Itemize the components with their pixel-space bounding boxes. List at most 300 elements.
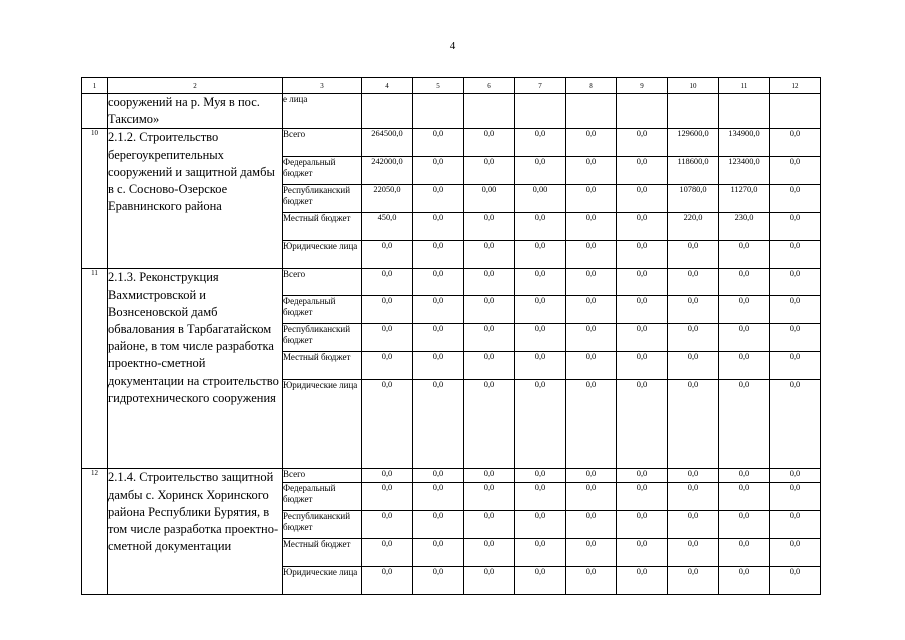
funding-source-cell: Местный бюджет [283,539,362,567]
value-cell [566,469,617,483]
value-cell [617,539,668,567]
row-number-cell [82,94,108,129]
value-cell [515,380,566,469]
value-cell [617,129,668,157]
value-cell [464,296,515,324]
value-text: 0,0 [636,129,648,139]
value-cell [566,157,617,185]
value-text: 0,0 [738,241,750,251]
value-cell [617,269,668,296]
value-text: 0,0 [789,296,801,306]
value-text: 0,00 [532,185,548,195]
value-cell [668,511,719,539]
value-cell [770,567,821,595]
value-text: 0,0 [636,511,648,521]
value-text: 0,0 [585,324,597,334]
value-text: 0,0 [432,469,444,479]
header-cell: 3 [283,78,362,94]
value-cell [668,241,719,269]
value-cell [719,241,770,269]
value-cell [515,539,566,567]
value-text: 0,0 [789,352,801,362]
value-cell [413,157,464,185]
value-cell [515,213,566,241]
value-text: 0,0 [432,539,444,549]
value-cell [719,511,770,539]
value-cell [464,324,515,352]
value-cell [362,511,413,539]
value-text: 0,0 [381,380,393,390]
value-text: 129600,0 [677,129,709,139]
value-cell [770,157,821,185]
value-text: 0,0 [432,129,444,139]
value-cell [719,185,770,213]
value-text: 0,0 [381,483,393,493]
value-cell [719,157,770,185]
value-cell [362,352,413,380]
value-cell [515,352,566,380]
header-cell: 7 [515,78,566,94]
value-cell [617,241,668,269]
value-text: 0,0 [534,352,546,362]
value-cell [617,567,668,595]
value-cell [515,129,566,157]
value-text: 0,0 [534,213,546,223]
page-number: 4 [449,40,456,52]
value-text: 10780,0 [679,185,707,195]
value-cell [413,324,464,352]
value-cell [770,129,821,157]
funding-source-cell: Республиканский бюджет [283,511,362,539]
value-text: 0,0 [585,157,597,167]
funding-source-cell: Местный бюджет [283,213,362,241]
value-cell [668,469,719,483]
value-cell [617,469,668,483]
value-text: 0,0 [432,241,444,251]
value-cell [668,324,719,352]
value-text: 0,0 [738,352,750,362]
table-row [82,129,821,157]
value-text: 0,0 [585,213,597,223]
value-text: 0,0 [534,129,546,139]
value-text: 0,0 [789,213,801,223]
value-cell [515,511,566,539]
value-text: 0,0 [789,567,801,577]
table-row [82,469,821,483]
value-cell [617,185,668,213]
value-cell [617,296,668,324]
value-text: 0,0 [534,296,546,306]
value-cell [566,352,617,380]
value-cell [719,352,770,380]
value-text: 0,0 [432,324,444,334]
header-cell: 10 [668,78,719,94]
funding-source-cell: Федеральный бюджет [283,157,362,185]
measure-name-cell: 2.1.2. Строительство берегоукрепительных сооружений и защитной дамбы в с. Сосново-Озерское Еравнинского района [108,129,283,269]
value-cell [515,157,566,185]
value-cell [617,213,668,241]
value-text: 0,0 [738,469,750,479]
value-cell [362,539,413,567]
value-cell [515,324,566,352]
value-cell [617,352,668,380]
value-cell [362,129,413,157]
value-cell [770,324,821,352]
value-cell [464,269,515,296]
value-cell [515,567,566,595]
value-text: 0,0 [738,380,750,390]
value-text: 0,0 [738,324,750,334]
value-cell [464,129,515,157]
value-text: 0,0 [738,511,750,521]
value-text: 0,0 [585,129,597,139]
value-cell [668,380,719,469]
value-text: 0,0 [789,511,801,521]
value-text: 0,0 [483,241,495,251]
value-text: 134900,0 [728,129,760,139]
value-cell [566,324,617,352]
value-text: 0,0 [636,241,648,251]
value-text: 0,0 [687,352,699,362]
value-cell [668,296,719,324]
value-text: 0,0 [534,483,546,493]
value-text: 0,0 [432,296,444,306]
value-text: 0,0 [483,380,495,390]
value-text: 0,0 [381,324,393,334]
value-cell [566,94,617,129]
value-cell [464,241,515,269]
value-cell [362,324,413,352]
value-cell [770,483,821,511]
value-cell [515,296,566,324]
value-cell [668,213,719,241]
value-text: 0,00 [481,185,497,195]
value-cell [719,213,770,241]
value-text: 0,0 [636,157,648,167]
value-text: 0,0 [789,157,801,167]
value-cell [362,157,413,185]
value-cell [515,185,566,213]
value-cell [668,157,719,185]
value-cell [515,241,566,269]
value-cell [719,94,770,129]
value-text: 0,0 [687,241,699,251]
measure-name-cell: 2.1.4. Строительство защитной дамбы с. Хоринск Хоринского района Республики Бурятия, в том числе разработка проектно-сметной документации [108,469,283,595]
value-text: 0,0 [636,324,648,334]
value-cell [668,185,719,213]
value-cell [362,296,413,324]
funding-source-cell: Всего [283,129,362,157]
value-cell [515,269,566,296]
value-text: 0,0 [585,567,597,577]
funding-source-cell: е лица [283,94,362,129]
value-cell [668,352,719,380]
header-cell: 12 [770,78,821,94]
value-text: 0,0 [483,539,495,549]
header-cell: 4 [362,78,413,94]
value-cell [413,296,464,324]
value-text: 118600,0 [677,157,709,167]
value-cell [515,94,566,129]
value-text: 230,0 [734,213,754,223]
value-text: 0,0 [534,539,546,549]
row-number-cell: 12 [82,469,108,595]
funding-source-cell: Всего [283,469,362,483]
value-cell [515,469,566,483]
value-cell [413,269,464,296]
value-cell [617,483,668,511]
value-text: 0,0 [585,469,597,479]
value-cell [362,567,413,595]
value-text: 0,0 [789,380,801,390]
value-text: 0,0 [687,469,699,479]
header-row [82,78,821,94]
value-cell [413,380,464,469]
header-cell: 11 [719,78,770,94]
value-cell [770,94,821,129]
header-cell: 5 [413,78,464,94]
measure-name-cell: 2.1.3. Реконструкция Вахмистровской и Вознсеновской дамб обвалования в Тарбагатайском районе, в том числе разработка проектно-сметной документации на строительство гидротехнического сооружения [108,269,283,469]
value-text: 0,0 [636,539,648,549]
value-text: 0,0 [483,324,495,334]
value-text: 0,0 [483,511,495,521]
value-text: 0,0 [432,213,444,223]
measure-name-cell: сооружений на р. Муя в пос. Таксимо» [108,94,283,129]
value-text: 0,0 [687,380,699,390]
value-cell [770,380,821,469]
value-text: 0,0 [585,296,597,306]
value-cell [464,94,515,129]
value-cell [413,241,464,269]
value-cell [668,483,719,511]
row-number-cell: 11 [82,269,108,469]
value-cell [719,567,770,595]
value-cell [770,352,821,380]
value-cell [464,185,515,213]
value-text: 0,0 [585,185,597,195]
value-cell [566,567,617,595]
value-text: 0,0 [585,269,597,279]
value-cell [566,296,617,324]
value-text: 264500,0 [371,129,403,139]
value-cell [413,539,464,567]
value-text: 0,0 [738,296,750,306]
header-cell: 6 [464,78,515,94]
value-text: 0,0 [432,185,444,195]
value-text: 11270,0 [730,185,758,195]
value-cell [719,380,770,469]
header-cell: 9 [617,78,668,94]
value-text: 0,0 [483,469,495,479]
value-text: 0,0 [381,567,393,577]
value-text: 0,0 [381,539,393,549]
value-text: 0,0 [585,380,597,390]
value-text: 0,0 [585,483,597,493]
table-row [82,94,821,129]
value-cell [770,185,821,213]
value-cell [362,94,413,129]
value-cell [668,567,719,595]
value-cell [668,94,719,129]
value-cell [770,269,821,296]
value-text: 0,0 [534,380,546,390]
value-cell [770,539,821,567]
value-text: 0,0 [738,539,750,549]
value-cell [362,185,413,213]
value-cell [464,157,515,185]
value-text: 0,0 [789,483,801,493]
value-cell [566,539,617,567]
value-text: 0,0 [483,157,495,167]
value-text: 0,0 [687,296,699,306]
value-text: 0,0 [687,567,699,577]
value-cell [413,567,464,595]
value-cell [566,185,617,213]
value-text: 0,0 [381,511,393,521]
value-cell [719,539,770,567]
value-text: 0,0 [534,511,546,521]
value-text: 0,0 [687,483,699,493]
value-cell [770,296,821,324]
value-cell [362,380,413,469]
value-cell [413,483,464,511]
value-text: 123400,0 [728,157,760,167]
value-text: 22050,0 [373,185,401,195]
value-cell [464,469,515,483]
value-cell [566,380,617,469]
value-text: 0,0 [483,129,495,139]
value-text: 220,0 [683,213,703,223]
value-cell [566,511,617,539]
value-text: 0,0 [585,511,597,521]
value-text: 0,0 [687,539,699,549]
value-text: 0,0 [789,241,801,251]
funding-source-cell: Республиканский бюджет [283,185,362,213]
value-cell [617,324,668,352]
value-text: 0,0 [432,483,444,493]
value-cell [464,567,515,595]
funding-source-cell: Республиканский бюджет [283,324,362,352]
value-text: 0,0 [789,469,801,479]
value-text: 0,0 [381,269,393,279]
value-cell [413,185,464,213]
value-text: 0,0 [534,469,546,479]
budget-table [81,77,821,595]
value-cell [566,129,617,157]
value-text: 0,0 [432,567,444,577]
value-cell [362,269,413,296]
value-text: 0,0 [534,157,546,167]
value-cell [719,469,770,483]
value-text: 0,0 [738,269,750,279]
value-text: 0,0 [432,380,444,390]
value-cell [770,469,821,483]
value-cell [566,483,617,511]
value-cell [413,213,464,241]
value-text: 0,0 [687,324,699,334]
value-cell [413,469,464,483]
value-cell [566,269,617,296]
value-cell [362,241,413,269]
value-cell [719,129,770,157]
value-text: 0,0 [687,511,699,521]
value-text: 0,0 [534,567,546,577]
funding-source-cell: Юридические лица [283,380,362,469]
value-text: 0,0 [534,269,546,279]
value-cell [413,511,464,539]
value-cell [719,269,770,296]
header-cell: 1 [82,78,108,94]
funding-source-cell: Федеральный бюджет [283,296,362,324]
value-cell [362,213,413,241]
value-cell [770,213,821,241]
value-text: 0,0 [483,352,495,362]
value-text: 0,0 [483,213,495,223]
value-text: 0,0 [789,324,801,334]
value-text: 0,0 [636,483,648,493]
value-cell [464,483,515,511]
value-cell [668,129,719,157]
value-cell [413,94,464,129]
value-cell [464,380,515,469]
value-text: 0,0 [483,269,495,279]
value-cell [566,241,617,269]
value-text: 0,0 [636,185,648,195]
value-cell [770,511,821,539]
value-text: 0,0 [432,352,444,362]
value-cell [515,483,566,511]
value-text: 0,0 [483,296,495,306]
value-cell [617,380,668,469]
value-cell [617,157,668,185]
value-cell [617,94,668,129]
value-text: 0,0 [738,567,750,577]
value-text: 0,0 [585,539,597,549]
value-cell [719,324,770,352]
value-text: 0,0 [636,296,648,306]
value-cell [617,511,668,539]
value-text: 0,0 [636,269,648,279]
value-text: 0,0 [789,269,801,279]
value-text: 0,0 [585,352,597,362]
value-cell [566,213,617,241]
value-text: 0,0 [636,213,648,223]
value-cell [719,296,770,324]
value-text: 0,0 [534,324,546,334]
value-text: 0,0 [381,352,393,362]
funding-source-cell: Местный бюджет [283,352,362,380]
header-cell: 8 [566,78,617,94]
value-cell [362,483,413,511]
value-text: 0,0 [432,269,444,279]
value-text: 0,0 [789,185,801,195]
funding-source-cell: Юридические лица [283,241,362,269]
value-cell [668,269,719,296]
value-cell [362,469,413,483]
value-text: 0,0 [738,483,750,493]
value-text: 0,0 [381,296,393,306]
value-cell [464,213,515,241]
value-text: 0,0 [636,567,648,577]
value-text: 0,0 [636,380,648,390]
value-text: 0,0 [381,241,393,251]
value-cell [464,352,515,380]
value-cell [464,511,515,539]
value-text: 0,0 [381,469,393,479]
value-text: 0,0 [534,241,546,251]
value-text: 0,0 [636,469,648,479]
value-cell [770,241,821,269]
